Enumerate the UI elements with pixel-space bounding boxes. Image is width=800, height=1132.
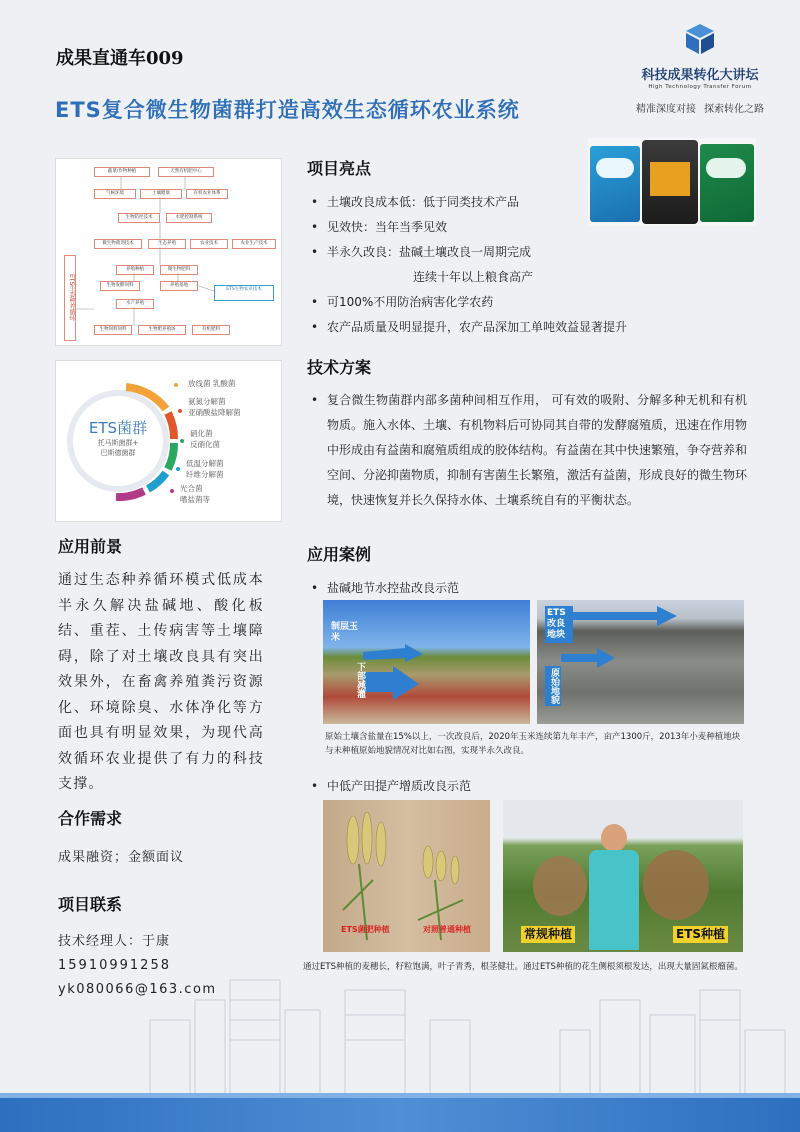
contact-email[interactable]: yk080066@163.com bbox=[58, 982, 217, 997]
saline-corn-photo bbox=[323, 600, 530, 724]
flow-box: 生态养殖 bbox=[148, 239, 186, 249]
ring-label: 放线菌 乳酸菌 bbox=[188, 379, 236, 388]
flow-box: 养殖种植 bbox=[116, 265, 154, 275]
flow-connectors bbox=[56, 159, 281, 345]
saline-soil-photo bbox=[537, 600, 744, 724]
photo-label: 制层玉米 bbox=[331, 622, 359, 643]
flow-box: 水肥控制系统 bbox=[166, 213, 212, 223]
flow-box: 气候环境 bbox=[94, 189, 136, 199]
peanut-bundle bbox=[533, 856, 587, 916]
cooperation-heading: 合作需求 bbox=[58, 809, 123, 828]
flow-box: 蔬菜/作物种植 bbox=[94, 167, 150, 177]
ring-center-sub2: 巴斯德菌群 bbox=[100, 449, 136, 457]
flow-box: 农业生产技术 bbox=[232, 239, 276, 249]
ring-label: 低温分解菌 bbox=[186, 459, 224, 468]
contact-heading: 项目联系 bbox=[58, 895, 123, 914]
flow-side-label: ETS生态种养循环 bbox=[64, 255, 76, 341]
ring-label: 光合菌 bbox=[180, 484, 203, 493]
page-title: ETS复合微生物菌群打造高效生态循环农业系统 bbox=[55, 98, 520, 122]
photo-label: 常规种植 bbox=[521, 926, 575, 943]
series-label: 成果直通车009 bbox=[56, 48, 184, 69]
prospect-text: 通过生态种养循环模式低成本半永久解决盐碱地、酸化板结、重茬、土传病害等土壤障碍，除了对土壤改良具有突出效果外，在畜禽养殖粪污资源化、环境除臭、水体净化等方面也具有明显效果，为现代高效循环农业提供了有力的科技支撑。 bbox=[58, 572, 264, 792]
flow-box: 有机农业体系 bbox=[186, 189, 228, 199]
wheat-comparison-photo bbox=[323, 800, 490, 952]
case1-caption: 原始土壤含盐量在15%以上，一次改良后，2020年玉米连续第九年丰产，亩产1300斤，2013年小麦种植地块与未种植原始地貌情况对比如右图，实现半永久改良。 bbox=[325, 732, 741, 756]
flow-box: 土壤健康 bbox=[140, 189, 182, 199]
tech-heading: 技术方案 bbox=[307, 358, 372, 377]
logo-name: 科技成果转化大讲坛 bbox=[641, 68, 759, 83]
photo-label: ETS改良地块 bbox=[545, 606, 573, 643]
ring-center bbox=[78, 417, 158, 458]
flow-box: 生物发酵饲料 bbox=[100, 281, 140, 291]
flow-box: 农业技术 bbox=[190, 239, 228, 249]
ring-center-title: ETS菌群 bbox=[88, 419, 148, 437]
tech-bullet: • bbox=[311, 393, 319, 407]
case1-title: • 盐碱地节水控盐改良示范 bbox=[307, 576, 607, 601]
flow-box: 生物肥养殖场 bbox=[138, 325, 186, 335]
cube-logo-icon bbox=[683, 22, 717, 56]
highlights-heading: 项目亮点 bbox=[307, 159, 372, 178]
flow-box: 微生物肥料 bbox=[160, 265, 198, 275]
highlight-item: • 农产品质量及明显提升，农产品深加工单吨效益显著提升 bbox=[307, 315, 747, 340]
ets-microbe-ring-diagram bbox=[55, 360, 282, 522]
footer-bar bbox=[0, 1098, 800, 1132]
peanut-comparison-photo bbox=[503, 800, 743, 952]
ecological-cycle-flowchart bbox=[55, 158, 282, 346]
photo-label: 原始地貌 bbox=[545, 666, 561, 706]
cases-heading: 应用案例 bbox=[307, 545, 372, 564]
photo-label: ETS菌肥种植 bbox=[341, 925, 390, 934]
photo-label: ETS种植 bbox=[673, 926, 728, 943]
photo-label: 对照普通种植 bbox=[423, 925, 471, 934]
ring-label: 嗜盐菌等 bbox=[180, 495, 210, 504]
case2-title: • 中低产田提产增质改良示范 bbox=[307, 774, 607, 799]
ring-center-sub1: 托马斯菌群+ bbox=[97, 439, 139, 447]
case2-caption: 通过ETS种植的麦穗长，籽粒饱满，叶子青秀，根茎健壮。通过ETS种植的花生侧根须根发达，出现大量固氮根瘤菌。 bbox=[303, 962, 743, 972]
flow-box: 水产养殖 bbox=[116, 299, 154, 309]
case2-title-row bbox=[307, 774, 607, 799]
logo-slogan bbox=[625, 100, 775, 115]
prospect-heading: 应用前景 bbox=[58, 537, 123, 556]
flow-box: 养殖基地 bbox=[160, 281, 198, 291]
slogan-right: 探索转化之路 bbox=[704, 104, 764, 115]
person-shirt bbox=[589, 850, 639, 950]
slogan-left: 精准深度对接 bbox=[636, 104, 696, 115]
forum-logo bbox=[625, 22, 775, 115]
ring-label: 氨氮分解菌 bbox=[188, 397, 226, 406]
highlight-item: • 土壤改良成本低：低于同类技术产品 bbox=[307, 190, 627, 215]
highlight-item-cont: 连续十年以上粮食高产 bbox=[413, 270, 534, 284]
highlight-item: • 半永久改良：盐碱土壤改良一周期完成 bbox=[307, 240, 627, 265]
flow-box: 生物饲料饲料 bbox=[94, 325, 132, 335]
logo-subtitle: High Technology Transfer Forum bbox=[648, 84, 752, 90]
flow-box: 生物防控技术 bbox=[118, 213, 160, 223]
ring-label: 亚硝酸盐降解菌 bbox=[188, 408, 241, 417]
flow-box: 有机肥料 bbox=[192, 325, 230, 335]
ring-label: 反硝化菌 bbox=[190, 440, 220, 449]
case1-title-row bbox=[307, 576, 607, 601]
ring-label: 硝化菌 bbox=[190, 429, 213, 438]
flow-box: 微生物菌剂技术 bbox=[94, 239, 142, 249]
peanut-bundle bbox=[643, 850, 709, 920]
contact-manager: 技术经理人：于康 bbox=[58, 934, 171, 949]
cooperation-text: 成果融资；金额面议 bbox=[58, 850, 185, 865]
highlight-item: • 可100%不用防治病害化学农药 bbox=[307, 290, 747, 315]
tech-block bbox=[307, 388, 747, 513]
highlights-list bbox=[307, 190, 627, 340]
ring-label: 纤维分解菌 bbox=[186, 470, 224, 479]
person-head bbox=[601, 824, 627, 852]
flow-box: 天然有机肥中心 bbox=[158, 167, 214, 177]
highlight-item: • 见效快：当年当季见效 bbox=[307, 215, 627, 240]
photo-label: 下部减灌 bbox=[355, 662, 365, 698]
flow-box: ETS生物农业技术 bbox=[214, 285, 274, 301]
contact-phone: 15910991258 bbox=[58, 958, 171, 973]
tech-text: 复合微生物菌群内部多菌种间相互作用， 可有效的吸附、分解多种无机和有机物质。施入水体、土壤、有机物料后可协同其自带的发酵腐殖质，迅速在作用物中形成由有益菌和腐殖质组成的胶体结构。有益菌在其中快速繁殖，争夺营养和空间、分泌抑菌物质，抑制有害菌生长繁殖，激活有益菌，形成良好的微生物环境，快速恢复并长久保持水体、土壤系统自有的平衡状态。 bbox=[327, 393, 748, 507]
